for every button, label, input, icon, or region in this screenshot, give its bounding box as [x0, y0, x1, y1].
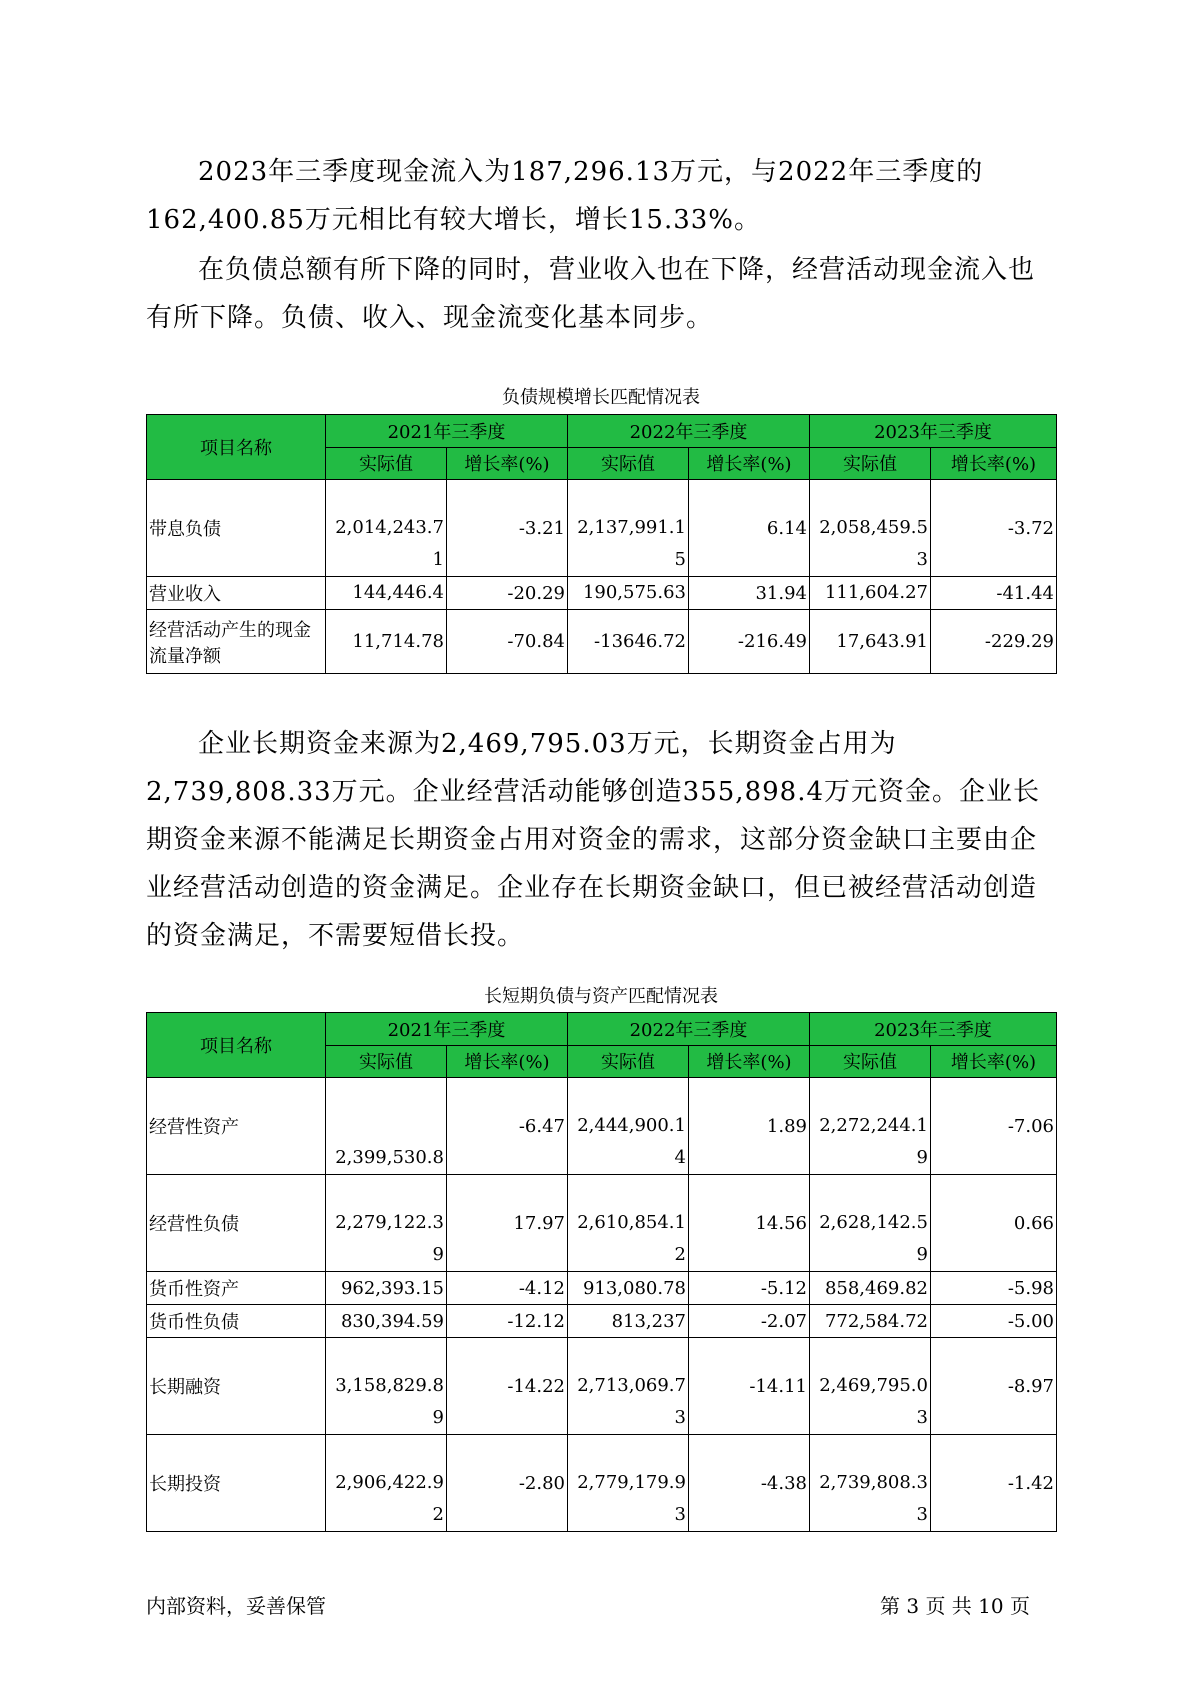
value-cell: 11,714.78: [326, 610, 447, 674]
header-period-2021: 2021年三季度: [326, 415, 568, 448]
table-row: [147, 1435, 1057, 1532]
row-name: 带息负债: [147, 480, 326, 577]
value-cell: 858,469.82: [810, 1272, 931, 1305]
value-cell: 913,080.78: [568, 1272, 689, 1305]
table-row: [147, 610, 1057, 674]
row-name: 经营活动产生的现金流量净额: [147, 610, 326, 674]
value-cell: 3,158,829.89: [326, 1338, 447, 1435]
rate-cell: 31.94: [689, 577, 810, 610]
rate-cell: -7.06: [931, 1078, 1057, 1175]
rate-cell: 1.89: [689, 1078, 810, 1175]
value-cell: 2,779,179.93: [568, 1435, 689, 1532]
value-cell: 111,604.27: [810, 577, 931, 610]
table-row: [147, 480, 1057, 577]
table-row: [147, 1175, 1057, 1272]
value-cell: 2,272,244.19: [810, 1078, 931, 1175]
table2-caption: 长短期负债与资产匹配情况表: [484, 986, 718, 1007]
header-item-name: 项目名称: [147, 415, 326, 480]
rate-cell: -3.72: [931, 480, 1057, 577]
paragraph-cashflow: 2023年三季度现金流入为187,296.13万元，与2022年三季度的162,400.85万元相比有较大增长，增长15.33%。: [146, 157, 984, 235]
rate-cell: -4.12: [447, 1272, 568, 1305]
table-row: [147, 1305, 1057, 1338]
header-rate: 增长率(%): [931, 1045, 1057, 1078]
row-name: 经营性资产: [147, 1078, 326, 1175]
header-period-2022: 2022年三季度: [568, 415, 810, 448]
header-period-2022: 2022年三季度: [568, 1013, 810, 1046]
table-row: [147, 1272, 1057, 1305]
header-rate: 增长率(%): [931, 447, 1057, 480]
rate-cell: -229.29: [931, 610, 1057, 674]
paragraph-debt-income: 在负债总额有所下降的同时，营业收入也在下降，经营活动现金流入也有所下降。负债、收入、现金流变化基本同步。: [146, 255, 1036, 333]
table-row: [147, 577, 1057, 610]
header-rate: 增长率(%): [689, 447, 810, 480]
value-cell: 2,279,122.39: [326, 1175, 447, 1272]
row-name: 长期投资: [147, 1435, 326, 1532]
value-cell: 17,643.91: [810, 610, 931, 674]
rate-cell: 14.56: [689, 1175, 810, 1272]
table1-caption: 负债规模增长匹配情况表: [502, 387, 700, 408]
debt-growth-table: [146, 414, 1057, 674]
asset-liability-table: [146, 1012, 1057, 1532]
value-cell: 2,014,243.71: [326, 480, 447, 577]
rate-cell: -3.21: [447, 480, 568, 577]
value-cell: 2,399,530.8: [326, 1078, 447, 1175]
rate-cell: -216.49: [689, 610, 810, 674]
rate-cell: -41.44: [931, 577, 1057, 610]
value-cell: 2,739,808.33: [810, 1435, 931, 1532]
header-value: 实际值: [810, 447, 931, 480]
header-period-2023: 2023年三季度: [810, 1013, 1057, 1046]
header-value: 实际值: [568, 447, 689, 480]
value-cell: 2,628,142.59: [810, 1175, 931, 1272]
row-name: 长期融资: [147, 1338, 326, 1435]
rate-cell: 17.97: [447, 1175, 568, 1272]
value-cell: 830,394.59: [326, 1305, 447, 1338]
rate-cell: -20.29: [447, 577, 568, 610]
rate-cell: -1.42: [931, 1435, 1057, 1532]
header-value: 实际值: [810, 1045, 931, 1078]
footer-confidential-note: 内部资料，妥善保管: [146, 1594, 326, 1618]
value-cell: 2,444,900.14: [568, 1078, 689, 1175]
rate-cell: -8.97: [931, 1338, 1057, 1435]
rate-cell: -5.98: [931, 1272, 1057, 1305]
header-value: 实际值: [568, 1045, 689, 1078]
value-cell: 2,713,069.73: [568, 1338, 689, 1435]
table-row: [147, 1338, 1057, 1435]
value-cell: 190,575.63: [568, 577, 689, 610]
header-period-2021: 2021年三季度: [326, 1013, 568, 1046]
header-rate: 增长率(%): [689, 1045, 810, 1078]
rate-cell: -14.11: [689, 1338, 810, 1435]
value-cell: 2,137,991.15: [568, 480, 689, 577]
header-value: 实际值: [326, 447, 447, 480]
rate-cell: -5.12: [689, 1272, 810, 1305]
header-rate: 增长率(%): [447, 447, 568, 480]
header-period-2023: 2023年三季度: [810, 415, 1057, 448]
rate-cell: -2.80: [447, 1435, 568, 1532]
header-item-name: 项目名称: [147, 1013, 326, 1078]
row-name: 经营性负债: [147, 1175, 326, 1272]
rate-cell: -5.00: [931, 1305, 1057, 1338]
table-row: [147, 1078, 1057, 1175]
rate-cell: -14.22: [447, 1338, 568, 1435]
header-value: 实际值: [326, 1045, 447, 1078]
rate-cell: -2.07: [689, 1305, 810, 1338]
rate-cell: -4.38: [689, 1435, 810, 1532]
paragraph-long-term-funds: 企业长期资金来源为2,469,795.03万元，长期资金占用为2,739,808.33万元。企业经营活动能够创造355,898.4万元资金。企业长期资金来源不能满足长期资金占用对资金的需求，这部分资金缺口主要由企业经营活动创造的资金满足。企业存在长期资金缺口，但已被经营活动创造的资金满足，不需要短借长投。: [146, 729, 1040, 951]
row-name: 货币性负债: [147, 1305, 326, 1338]
value-cell: 962,393.15: [326, 1272, 447, 1305]
row-name: 货币性资产: [147, 1272, 326, 1305]
value-cell: 2,058,459.53: [810, 480, 931, 577]
value-cell: 2,610,854.12: [568, 1175, 689, 1272]
rate-cell: -12.12: [447, 1305, 568, 1338]
rate-cell: 0.66: [931, 1175, 1057, 1272]
value-cell: 144,446.4: [326, 577, 447, 610]
rate-cell: -70.84: [447, 610, 568, 674]
value-cell: 2,469,795.03: [810, 1338, 931, 1435]
row-name: 营业收入: [147, 577, 326, 610]
value-cell: 813,237: [568, 1305, 689, 1338]
rate-cell: -6.47: [447, 1078, 568, 1175]
footer-page-number: 第 3 页 共 10 页: [880, 1594, 1030, 1618]
rate-cell: 6.14: [689, 480, 810, 577]
value-cell: 2,906,422.92: [326, 1435, 447, 1532]
value-cell: -13646.72: [568, 610, 689, 674]
value-cell: 772,584.72: [810, 1305, 931, 1338]
header-rate: 增长率(%): [447, 1045, 568, 1078]
